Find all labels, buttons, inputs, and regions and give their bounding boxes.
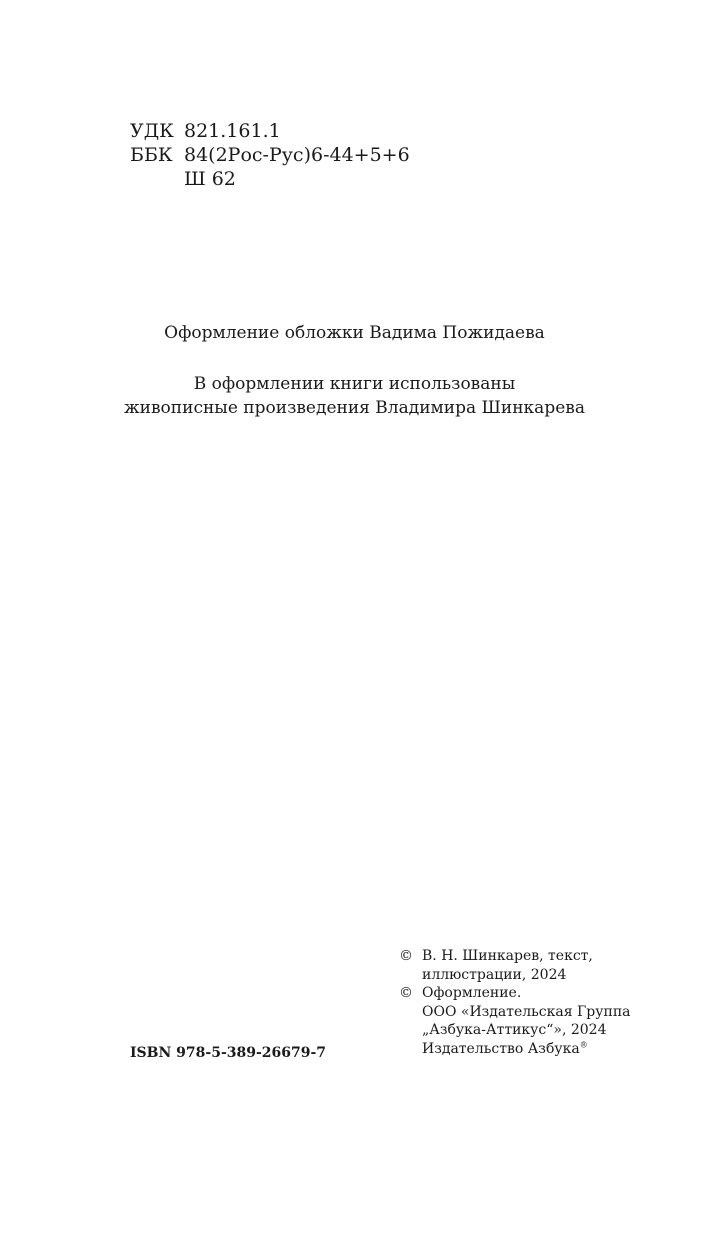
udk-label: УДК — [130, 120, 174, 142]
cover-design-credit: Оформление обложки Вадима Пожидаева — [164, 323, 545, 343]
author-mark: Ш 62 — [184, 168, 236, 190]
imprint-page: УДК 821.161.1 ББК 84(2Рос-Рус)6-44+5+6 Ш 62 Оформление обложки Вадима Пожидаева В оформлении книги использованы живописные произведения Владимира Шинкарева © В. Н. Шинкарев, текст, иллюстрации, 2024 © Оформление. ООО «Издательская Группа „Азбука-Аттикус“», 2024 Издательство Азбука® ISBN 978-5-389-26679-7 — [0, 0, 709, 1240]
bbk-label: ББК — [130, 144, 173, 166]
bbk-value: 84(2Рос-Рус)6-44+5+6 — [184, 144, 410, 166]
illustrations-credit-line-1: В оформлении книги использованы — [193, 374, 516, 394]
bbk-row — [130, 143, 410, 167]
illustrations-credit — [0, 372, 709, 420]
publisher-name: Издательство Азбука — [422, 1040, 580, 1057]
isbn: ISBN 978-5-389-26679-7 — [130, 1045, 327, 1061]
udk-row — [130, 119, 410, 143]
copyright-symbol: © — [399, 985, 413, 1001]
copyright-symbol: © — [399, 948, 413, 964]
author-mark-row — [130, 167, 410, 191]
registered-mark: ® — [579, 1039, 588, 1049]
illustrations-credit-line-2: живописные произведения Владимира Шинкарева — [124, 398, 585, 418]
classification-block — [130, 119, 410, 191]
udk-value: 821.161.1 — [184, 120, 281, 142]
